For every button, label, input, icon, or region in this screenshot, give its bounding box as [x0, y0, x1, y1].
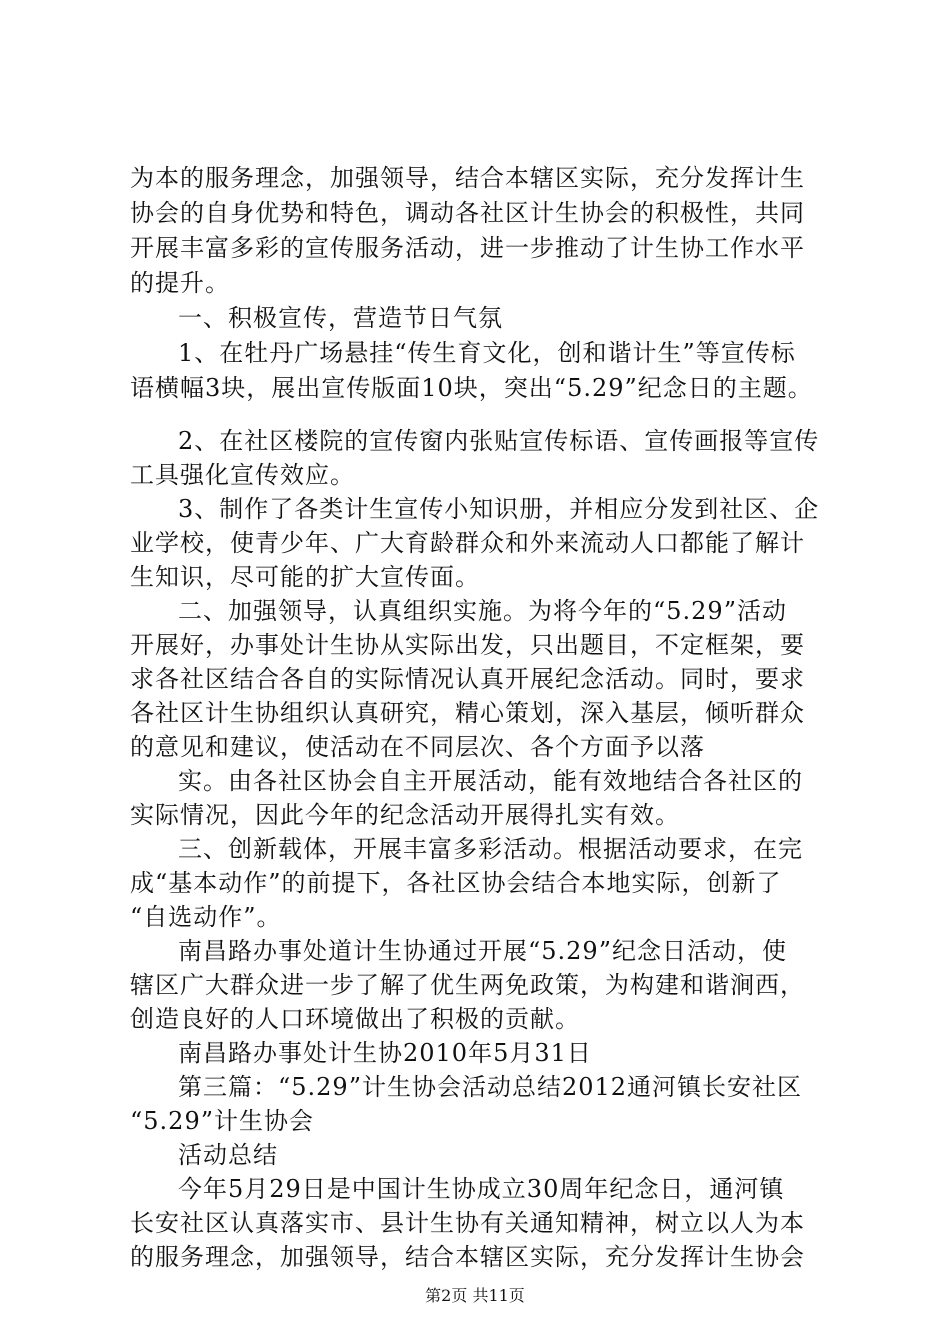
paragraph-line: 活动总结: [178, 1141, 278, 1169]
paragraph-line: 实。由各社区协会自主开展活动，能有效地结合各社区的: [178, 767, 803, 795]
paragraph-line: 生知识，尽可能的扩大宣传面。: [130, 563, 480, 591]
paragraph-line: 今年5月29日是中国计生协成立30周年纪念日，通河镇: [178, 1175, 785, 1203]
paragraph-line: 协会的自身优势和特色，调动各社区计生协会的积极性，共同: [130, 199, 805, 227]
paragraph-line: 南昌路办事处道计生协通过开展“5.29”纪念日活动，使: [178, 937, 787, 965]
paragraph-line: 成“基本动作”的前提下，各社区协会结合本地实际，创新了: [130, 869, 782, 897]
paragraph-line: 语横幅3块，展出宣传版面10块，突出“5.29”纪念日的主题。: [130, 374, 813, 402]
paragraph-line: 创造良好的人口环境做出了积极的贡献。: [130, 1005, 580, 1033]
paragraph-line: “5.29”计生协会: [130, 1107, 314, 1135]
page-number-footer: 第2页 共11页: [425, 1286, 525, 1305]
paragraph-line: 2、在社区楼院的宣传窗内张贴宣传标语、宣传画报等宣传: [178, 427, 820, 455]
paragraph-line: 的服务理念，加强领导，结合本辖区实际，充分发挥计生协会: [130, 1243, 805, 1271]
paragraph-line: 实际情况，因此今年的纪念活动开展得扎实有效。: [130, 801, 680, 829]
paragraph-line: 第三篇：“5.29”计生协会活动总结2012通河镇长安社区: [178, 1073, 803, 1101]
paragraph-line: 一、积极宣传，营造节日气氛: [178, 304, 503, 332]
paragraph-line: 为本的服务理念，加强领导，结合本辖区实际，充分发挥计生: [130, 164, 805, 192]
paragraph-line: 南昌路办事处计生协2010年5月31日: [178, 1039, 592, 1067]
paragraph-line: 1、在牡丹广场悬挂“传生育文化，创和谐计生”等宣传标: [178, 339, 796, 367]
paragraph-line: 各社区计生协组织认真研究，精心策划，深入基层，倾听群众: [130, 699, 805, 727]
paragraph-line: 3、制作了各类计生宣传小知识册，并相应分发到社区、企: [178, 495, 820, 523]
paragraph-line: 工具强化宣传效应。: [130, 461, 355, 489]
paragraph-line: 二、加强领导，认真组织实施。为将今年的“5.29”活动: [178, 597, 787, 625]
paragraph-line: 开展好，办事处计生协从实际出发，只出题目，不定框架，要: [130, 631, 805, 659]
paragraph-line: 求各社区结合各自的实际情况认真开展纪念活动。同时，要求: [130, 665, 805, 693]
paragraph-line: 长安社区认真落实市、县计生协有关通知精神，树立以人为本: [130, 1209, 805, 1237]
paragraph-line: 开展丰富多彩的宣传服务活动，进一步推动了计生协工作水平: [130, 234, 805, 262]
paragraph-line: 的意见和建议，使活动在不同层次、各个方面予以落: [130, 733, 705, 761]
paragraph-line: 的提升。: [130, 269, 230, 297]
paragraph-line: 三、创新载体，开展丰富多彩活动。根据活动要求，在完: [178, 835, 803, 863]
paragraph-line: 业学校，使青少年、广大育龄群众和外来流动人口都能了解计: [130, 529, 805, 557]
paragraph-line: “自选动作”。: [130, 903, 282, 931]
paragraph-line: 辖区广大群众进一步了解了优生两免政策，为构建和谐涧西，: [130, 971, 805, 999]
